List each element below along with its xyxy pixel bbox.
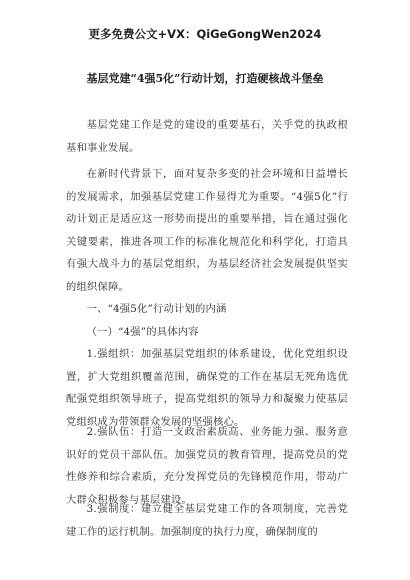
item-3-block — [66, 498, 348, 543]
intro-paragraph-1: 基层党建工作是党的建设的重要基石，关乎党的执政根基和事业发展。 — [66, 119, 348, 154]
intro-block-1 — [66, 114, 348, 159]
item-3-paragraph: 3.强制度：建立健全基层党建工作的各项制度，完善党建工作的运行机制。加强制度的执行力度，确保制度的 — [66, 503, 348, 538]
subsection-1-heading: （一）“4强”的具体内容 — [86, 325, 199, 338]
item-1-paragraph: 1.强组织：加强基层党组织的体系建设，优化党组织设置，扩大党组织覆盖范围，确保党的工作在基层无死角选优配强党组织领导班子，提高党组织的领导力和凝聚力使基层党组织成为带领群众发展的坚强核心。 — [66, 348, 348, 428]
document-title: 基层党建“4强5化”行动计划，打造硬核战斗堡垒 — [86, 72, 324, 85]
item-2-paragraph: 2.强队伍：打造一支政治素质高、业务能力强、服务意识好的党员干部队伍。加强党员的教育管理，提高党员的党性修养和综合素质，充分发挥党员的先锋模范作用，带动广大群众积极参与基层建设。 — [66, 426, 348, 506]
header-watermark: 更多免费公文+VX：QiGeGongWen2024 — [88, 27, 322, 41]
intro-block-2 — [66, 163, 348, 433]
section-1-heading: 一、“4强5化”行动计划的内涵 — [86, 303, 227, 315]
intro-paragraph-2: 在新时代背景下，面对复杂多变的社会环境和日益增长的发展需求，加强基层党建工作显得尤为重要。“4强5化”行动计划正是适应这一形势而提出的重要举措，旨在通过强化关键要素，推进各项工作的标准化规范化和科学化，打造具有强大战斗力的基层党组织，为基层经济社会发展提供坚实的组织保障。 — [66, 168, 348, 293]
